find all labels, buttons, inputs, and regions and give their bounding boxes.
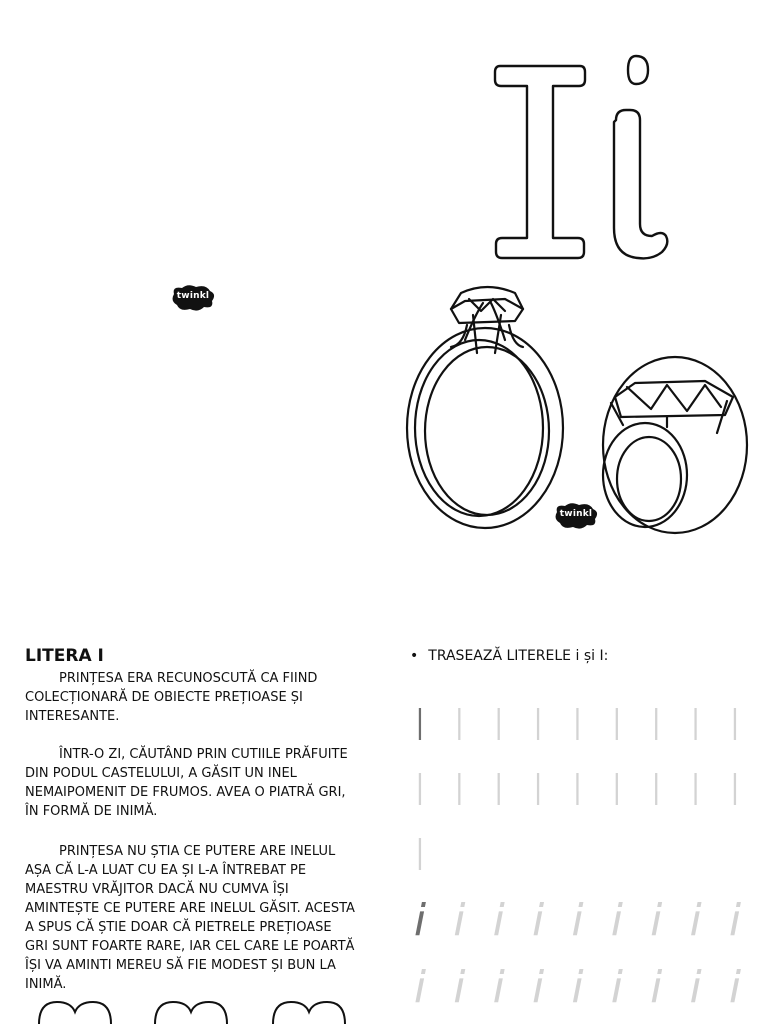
trace-letter: I <box>531 699 545 751</box>
trace-letter: i <box>492 894 505 946</box>
trace-letter: I <box>492 699 506 751</box>
trace-letter: I <box>610 764 624 816</box>
trace-row-lower-1 <box>405 895 750 945</box>
trace-letter: I <box>689 699 703 751</box>
trace-letter: i <box>571 894 584 946</box>
tracing-instruction-text: TRASEAZĂ LITERELE i și I: <box>428 648 609 664</box>
trace-letter: i <box>492 961 505 1013</box>
trace-letter: I <box>571 764 584 816</box>
trace-letter: i <box>650 961 663 1013</box>
story-paragraph-2 <box>25 745 355 821</box>
trace-letter: I <box>492 764 506 816</box>
trace-row-upper-3 <box>405 830 750 880</box>
bullet-icon: • <box>410 648 419 664</box>
trace-row-upper-1 <box>405 700 750 750</box>
twinkl-logo <box>170 284 216 312</box>
twinkl-logo-text: twinkl <box>559 509 593 519</box>
tracing-instruction <box>410 648 608 664</box>
trace-letter: I <box>728 764 742 816</box>
trace-letter: I <box>452 764 466 816</box>
trace-letter: I <box>413 699 427 751</box>
heart-outlines <box>35 998 355 1024</box>
twinkl-logo-text: twinkl <box>176 291 210 301</box>
trace-letter: i <box>532 961 545 1013</box>
story-paragraph-1 <box>25 669 355 726</box>
trace-letter: I <box>452 699 466 751</box>
trace-letter: i <box>413 961 427 1013</box>
trace-letter: I <box>728 699 742 751</box>
trace-letter: i <box>689 961 702 1013</box>
letter-outline-uppercase-i <box>490 62 590 262</box>
story-paragraph-text: PRINȚESA NU ȘTIA CE PUTERE ARE INELUL AȘA CĂ L-A LUAT CU EA ȘI L-A ÎNTREBAT PE MAESTRU VRĂJITOR DACĂ NU CUMVA ÎȘI AMINTEȘTE CE PUTERE ARE INELUL GĂSIT. ACESTA A SPUS CĂ ȘTIE DOAR CĂ PIETRELE PREȚIOASE GRI SUNT FOARTE RARE, IAR CEL CARE LE POARTĂ ÎȘI VA AMINTI MEREU SĂ FIE MODEST ȘI BUN LA INIMĂ. <box>25 844 355 992</box>
trace-letter: I <box>689 764 703 816</box>
trace-row-lower-2 <box>405 962 750 1012</box>
trace-letter: I <box>571 699 584 751</box>
story-paragraph-text: ÎNTR-O ZI, CĂUTÂND PRIN CUTIILE PRĂFUITE DIN PODUL CASTELULUI, A GĂSIT UN INEL NEMAIPOMENIT DE FRUMOS. AVEA O PIATRĂ GRI, ÎN FORMĂ DE INIMĂ. <box>25 747 348 819</box>
trace-letter: i <box>610 894 623 946</box>
trace-row-upper-2 <box>405 765 750 815</box>
trace-letter: I <box>531 764 545 816</box>
trace-letter: i <box>413 894 427 946</box>
trace-letter: i <box>728 961 742 1013</box>
trace-letter: I <box>413 829 427 881</box>
trace-letter: i <box>689 894 702 946</box>
twinkl-logo-small <box>553 502 599 530</box>
trace-letter: i <box>453 961 466 1013</box>
trace-letter: i <box>728 894 742 946</box>
trace-letter: i <box>571 961 584 1013</box>
story-paragraph-3 <box>25 842 355 994</box>
trace-letter: I <box>649 699 663 751</box>
trace-letter: i <box>650 894 663 946</box>
trace-letter: I <box>649 764 663 816</box>
trace-letter: i <box>453 894 466 946</box>
story-heading: LITERA I <box>25 646 104 666</box>
trace-letter: i <box>532 894 545 946</box>
letter-outline-lowercase-i <box>608 52 678 264</box>
trace-letter: i <box>610 961 623 1013</box>
trace-letter: I <box>413 764 427 816</box>
trace-letter: I <box>610 699 624 751</box>
story-paragraph-text: PRINȚESA ERA RECUNOSCUTĂ CA FIIND COLECȚIONARĂ DE OBIECTE PREȚIOASE ȘI INTERESANTE. <box>25 671 318 724</box>
